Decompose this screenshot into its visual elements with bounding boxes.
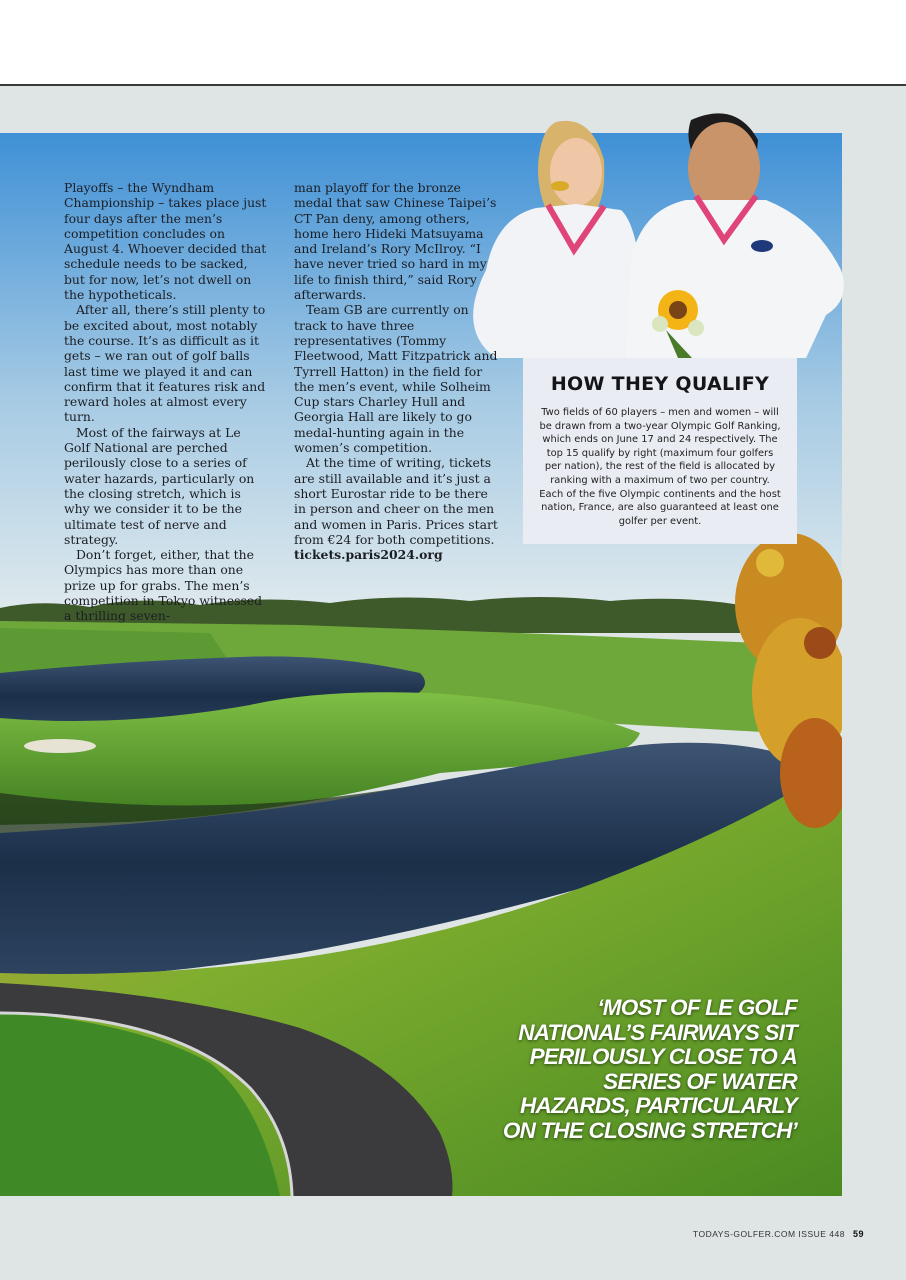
medal-icon [551, 181, 569, 191]
article-column-2 [294, 180, 500, 562]
paragraph: Team GB are currently on track to have three representatives (Tommy Fleetwood, Matt Fitzpatrick and Tyrrell Hatton) in the field for the men’s event, while Solheim Cup stars Charley Hull and Georgia Hall are likely to go medal-hunting again in the women’s competition. [294, 302, 498, 456]
page-number: 59 [852, 1229, 864, 1239]
paragraph: Most of the fairways at Le Golf National are perched perilously close to a series of water hazards, particularly on the closing stretch, which is why we consider it to be the ultimate test of nerve and strategy. [64, 424, 255, 547]
paragraph: After all, there’s still plenty to be excited about, most notably the course. It’s as difficult as it gets – we ran out of golf balls last time we played it and can confirm that it features risk and reward holes at almost every turn. [64, 302, 266, 425]
sidebar-title: HOW THEY QUALIFY [550, 373, 770, 395]
page-footer [693, 1229, 864, 1239]
tickets-link[interactable]: tickets.paris2024.org [294, 547, 443, 563]
top-margin [0, 0, 906, 84]
how-they-qualify-box [523, 358, 797, 544]
paragraph: At the time of writing, tickets are still available and it’s just a short Eurostar ride to be there in person and cheer on the men and women in Paris. Prices start from €24 for both competitions. [294, 455, 498, 547]
pull-quote: ‘MOST OF LE GOLF NATIONAL’S FAIRWAYS SIT PERILOUSLY CLOSE TO A SERIES OF WATER HAZARDS, PARTICULARLY ON THE CLOSING STRETCH’ [502, 995, 797, 1143]
paragraph: man playoff for the bronze medal that saw Chinese Taipei’s CT Pan deny, among others, home hero Hideki Matsuyama and Ireland’s Rory McIlroy. “I have never tried so hard in my life to finish third,” said Rory afterwards. [294, 180, 497, 303]
paragraph: Playoffs – the Wyndham Championship – takes place just four days after the men’s competition concludes on August 4. Whoever decided that schedule needs to be sacked, but for now, let’s not dwell on the hypotheticals. [64, 180, 267, 303]
paragraph: Don’t forget, either, that the Olympics has more than one prize up for grabs. The men’s competition in Tokyo witnessed a thrilling seven- [64, 547, 263, 624]
article-column-1 [64, 180, 270, 624]
medallists-photo [456, 100, 848, 358]
site-issue: TODAYS-GOLFER.COM ISSUE 448 [692, 1229, 845, 1239]
sidebar-body: Two fields of 60 players – men and women – will be drawn from a two-year Olympic Golf Ranking, which ends on June 17 and 24 respectively. The top 15 qualify by right (maximum four golfers per nation), the rest of the field is allocated by ranking with a maximum of two per country. Each of the five Olympic continents and the host nation, France, are also guaranteed at least one golfer per event. [539, 407, 781, 527]
top-rule [0, 84, 906, 86]
